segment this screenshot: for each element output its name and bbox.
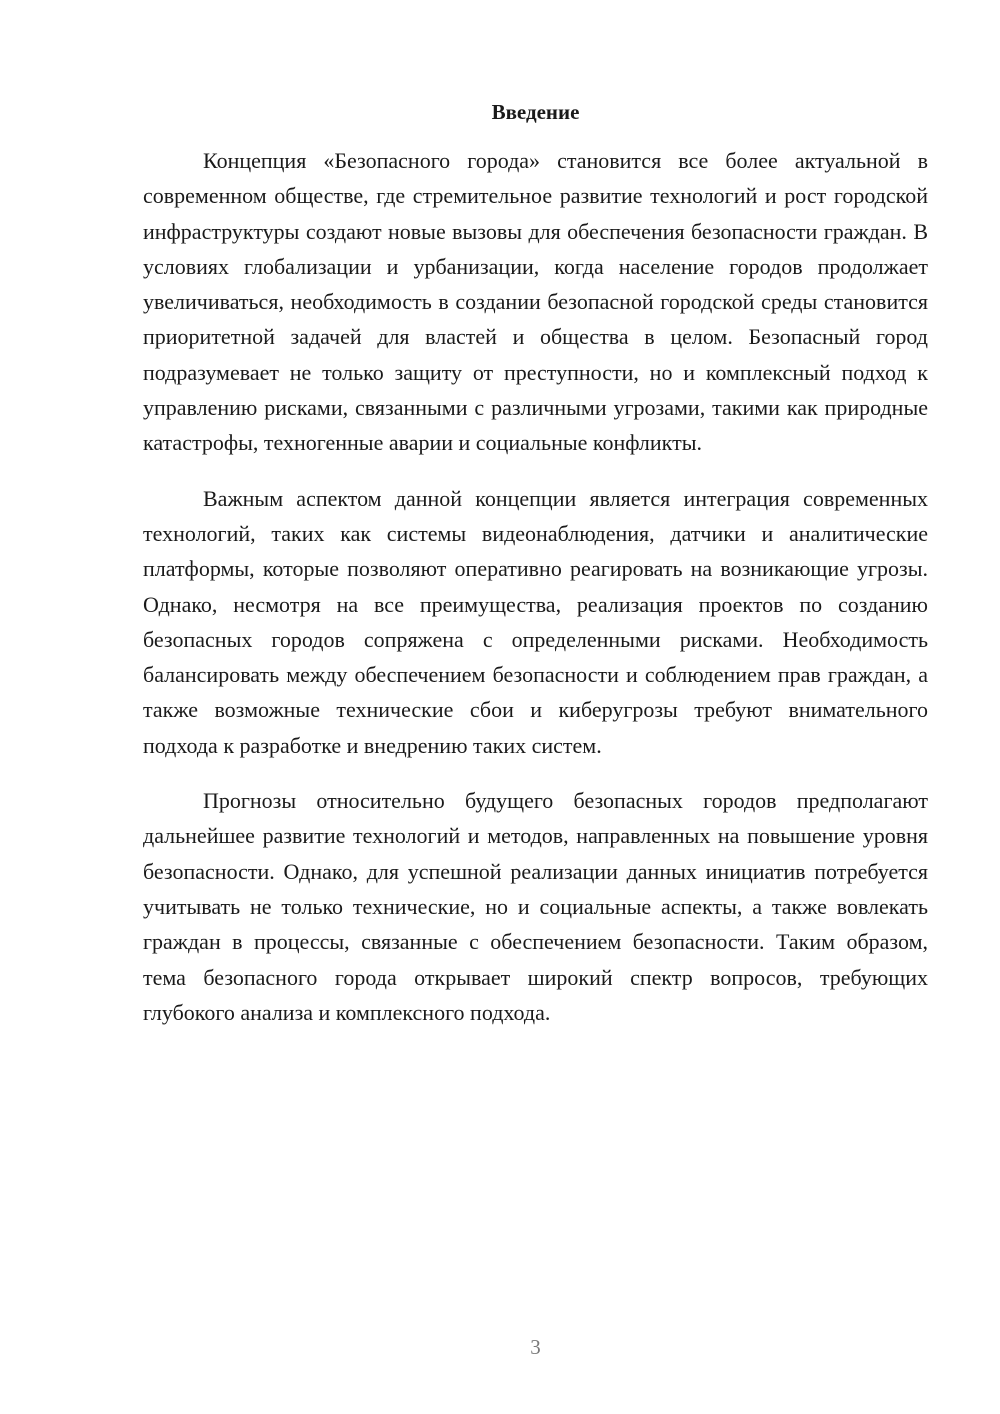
paragraph-1: Концепция «Безопасного города» становится все более актуальной в современном обществе, где стремительное развитие технологий и рост городской инфраструктуры создают новые вызовы для обеспечения безопасности граждан. В условиях глобализации и урбанизации, когда население городов продолжает увеличиваться, необходимость в создании безопасной городской среды становится приоритетной задачей для властей и общества в целом. Безопасный город подразумевает не только защиту от преступности, но и комплексный подход к управлению рисками, связанными с различными угрозами, такими как природные катастрофы, техногенные аварии и социальные конфликты. [143, 148, 928, 456]
body-text [143, 143, 928, 1050]
paragraph-3: Прогнозы относительно будущего безопасных городов предполагают дальнейшее развитие технологий и методов, направленных на повышение уровня безопасности. Однако, для успешной реализации данных инициатив потребуется учитывать не только технические, но и социальные аспекты, а также вовлекать граждан в процессы, связанные с обеспечением безопасности. Таким образом, тема безопасного города открывает широкий спектр вопросов, требующих глубокого анализа и комплексного подхода. [143, 788, 928, 1025]
page-number: 3 [530, 1335, 541, 1359]
section-title: Введение [491, 100, 580, 124]
paragraph-2: Важным аспектом данной концепции является интеграция современных технологий, таких как системы видеонаблюдения, датчики и аналитические платформы, которые позволяют оперативно реагировать на возникающие угрозы. Однако, несмотря на все преимущества, реализация проектов по созданию безопасных городов сопряжена с определенными рисками. Необходимость балансировать между обеспечением безопасности и соблюдением прав граждан, а также возможные технические сбои и киберугрозы требуют внимательного подхода к разработке и внедрению таких систем. [143, 485, 928, 758]
